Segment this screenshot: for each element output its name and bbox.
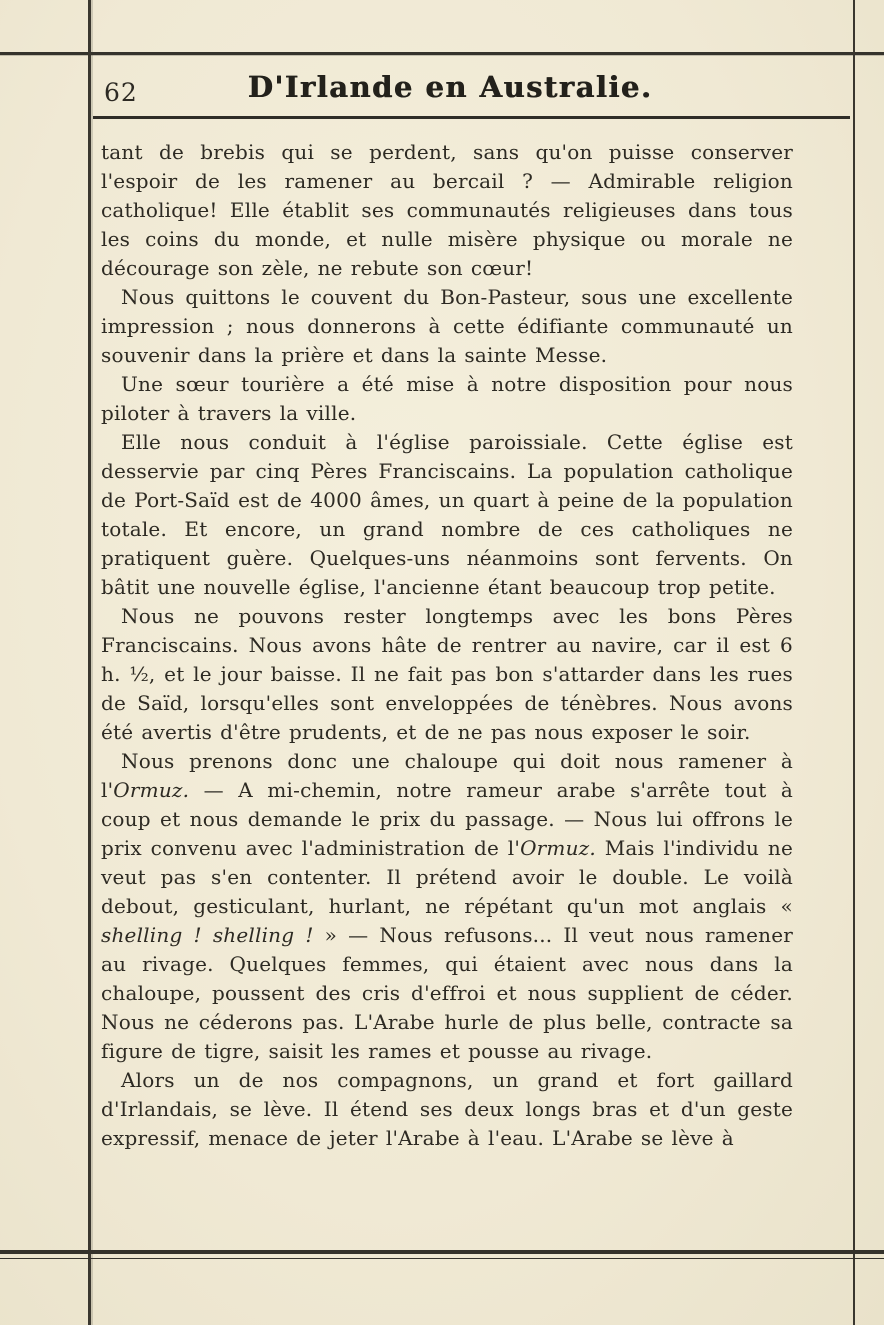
- paragraph-text: Alors un de nos compagnons, un grand et fort gaillard d'Irlandais, se lève. Il étend ses deux longs bras et d'un geste expressif, menace de jeter l'Arabe à l'eau. L'Arabe se lève à: [101, 1068, 793, 1150]
- italic-ship-name: Ormuz.: [113, 778, 190, 802]
- paragraph-text: » — Nous refusons... Il veut nous ramener au rivage. Quelques femmes, qui étaient avec nous dans la chaloupe, poussent des cris d'effroi et nous supplient de céder. Nous ne céderons pas. L'Arabe hurle de plus belle, contracte sa figure de tigre, saisit les rames et pousse au rivage.: [101, 923, 793, 1063]
- paragraph-text: Nous prenons donc une chaloupe qui doit nous ramener à l': [101, 749, 793, 802]
- paragraph: [101, 370, 793, 428]
- paragraph: [101, 138, 793, 283]
- paragraph-text: — A mi-chemin, notre rameur arabe s'arrête tout à coup et nous demande le prix du passage. — Nous lui offrons le prix convenu avec l'administration de l': [101, 778, 793, 860]
- paragraph: [101, 428, 793, 602]
- paragraph-text: Nous quittons le couvent du Bon-Pasteur, sous une excellente impression ; nous donnerons à cette édifiante communauté un souvenir dans la prière et dans la sainte Messe.: [101, 285, 793, 367]
- page-header: [100, 70, 800, 114]
- text-block: [101, 138, 793, 1153]
- running-title: D'Irlande en Australie.: [247, 70, 653, 104]
- italic-quoted-word: shelling ! shelling !: [101, 923, 314, 947]
- italic-ship-name: Ormuz.: [520, 836, 596, 860]
- paragraph: [101, 602, 793, 747]
- top-border-rule: [0, 52, 884, 55]
- paragraph: [101, 747, 793, 1066]
- header-rule: [93, 116, 850, 119]
- bottom-border-rule: [0, 1250, 884, 1259]
- paragraph-text: Mais l'individu ne veut pas s'en contenter. Il prétend avoir le double. Le voilà debout, gesticulant, hurlant, ne répétant qu'un mot anglais «: [101, 836, 794, 918]
- paragraph-text: Elle nous conduit à l'église paroissiale. Cette église est desservie par cinq Pères Franciscains. La population catholique de Port-Saïd est de 4000 âmes, un quart à peine de la population totale. Et encore, un grand nombre de ces catholiques ne pratiquent guère. Quelques-uns néanmoins sont fervents. On bâtit une nouvelle église, l'ancienne étant beaucoup trop petite.: [101, 430, 793, 599]
- right-border-rule: [853, 0, 855, 1325]
- paragraph: [101, 283, 793, 370]
- paragraph: [101, 1066, 793, 1153]
- paragraph-text: Une sœur tourière a été mise à notre disposition pour nous piloter à travers la ville.: [101, 372, 793, 425]
- page-number: 62: [104, 78, 138, 107]
- left-border-rule: [88, 0, 91, 1325]
- paragraph-text: tant de brebis qui se perdent, sans qu'on puisse conserver l'espoir de les ramener au bercail ? — Admirable religion catholique! Elle établit ses communautés religieuses dans tous les coins du monde, et nulle misère physique ou morale ne décourage son zèle, ne rebute son cœur!: [101, 140, 793, 280]
- paragraph-text: Nous ne pouvons rester longtemps avec les bons Pères Franciscains. Nous avons hâte de rentrer au navire, car il est 6 h. ½, et le jour baisse. Il ne fait pas bon s'attarder dans les rues de Saïd, lorsqu'elles sont enveloppées de ténèbres. Nous avons été avertis d'être prudents, et de ne pas nous exposer le soir.: [101, 604, 793, 744]
